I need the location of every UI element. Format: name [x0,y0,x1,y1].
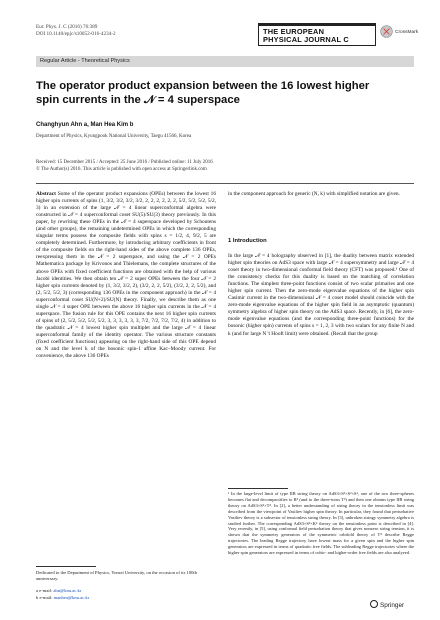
abstract-text: Some of the operator product expansions (OPEs) between the lowest 16 higher spin currents of spins (1, 3/2, 3/2, 3/2, 3/2, 2, 2, 2, 2, 2, 2, 5/2, 5/2, 5/2, 5/2, 3) in an extension of the large 𝒩 = 4 linear superconformal algebra were constructed in 𝒩 = 4 superconformal coset SU(5)/SU(3) theory previously. In this paper, by rewriting these OPEs in the 𝒩 = 4 superspace developed by Schoutens (and other groups), the remaining undetermined OPEs in which the corresponding singular terms possess the composite fields with spins s = 1/2, 4, 9/2, 5 are completely determined. Furthermore, by introducing arbitrary coefficients in front of the composite fields on the right-hand sides of the above complete 136 OPEs, reexpressing them in the 𝒩 = 2 superspace, and using the 𝒩 = 2 OPEs Mathematica package by Krivonos and Thielemans, the complete structures of the above OPEs with fixed coefficient functions are obtained with the help of various Jacobi identities. We then obtain ten 𝒩 = 2 super OPEs between the four 𝒩 = 2 higher spin currents denoted by (1, 3/2, 3/2, 2), (3/2, 2, 2, 5/2), (3/2, 2, 2, 5/2), and (2, 5/2, 5/2, 3) (corresponding 136 OPEs in the component approach) in the 𝒩 = 4 superconformal coset SU(N+2)/SU(N) theory. Finally, we describe them as one single 𝒩 = 4 super OPE between the above 16 higher spin currents in the 𝒩 = 4 superspace. The fusion rule for this OPE contains the next 16 higher spin currents of spins of (2, 5/2, 5/2, 5/2, 5/2, 3, 3, 3, 3, 3, 3, 7/2, 7/2, 7/2, 7/2, 4) in addition to the quadratic 𝒩 = 4 lowest higher spin multiplet and the large 𝒩 = 4 linear superconformal family of the identity operator. The various structure constants (fixed coefficient functions) appearing on the right-hand side of this OPE depend on N and the level k of the bosonic spin-1 affine Kac–Moody current. For convenience, the above 136 OPEs [36,191,216,360]
citation-block [36,24,116,38]
journal-name-line1: THE EUROPEAN [263,27,325,36]
abstract-label: Abstract [36,191,56,197]
abstract-continued [228,191,414,198]
crossmark-badge[interactable] [380,25,418,43]
footnote: ¹ In the large-level limit of type IIB string theory on AdS3×S³×S³×S¹, one of the two three-spheres becomes flat and decompactifies to R³ (and to the three-torus T³) and then one obtains type IIB string theory on AdS3×S³×T⁴. In [2], a better understanding of string theory in the tensionless limit was described from the viewpoint of Vasiliev higher spin theory. In particular, they found that perturbative Vasiliev theory is a subsector of tensionless string theory. In [3], unbroken stringy symmetry algebra is studied further. The corresponding AdS3×S³×K³ theory on the tensionless point is described in [4]. Very recently, in [5], using conformal field perturbation theory that gives nonzero string tension, it is shown that the symmetry generators of the symmetric orbifold theory of T⁴ describe Regge trajectories. The leading Regge trajectory have lowest mass for a given spin and the higher spin generators are expressed in terms of quadratic free fields. The subleading Regge trajectories where the higher spin generators are expressed in terms of cubic- and higher-order free fields are also analyzed. [228,491,414,556]
abstract-continued-text: in the component approach for generic (N, k) with simplified notation are given. [228,191,400,197]
crossmark-label: CrossMark [395,30,419,35]
section-heading: 1 Introduction [228,238,267,244]
paper-title: The operator product expansion between the 16 lowest higher spin currents in the 𝒩 = 4 superspace [36,80,370,106]
dedication: Dedicated to the Department of Physics, Yonsei University, on the occasion of its 100th anniversary. [36,570,197,581]
publisher-name: Springer [380,602,405,609]
history-dates: Received: 15 December 2015 / Accepted: 25 June 2016 / Published online: 11 July 2016 [36,160,213,165]
copyright: © The Author(s) 2016. This article is published with open access at Springerlink.com [36,167,207,172]
crossmark-icon [380,25,393,38]
footnote-rule [228,488,288,489]
article-type: Regular Article - Theoretical Physics [40,57,130,64]
authors: Changhyun Ahn a, Man Hea Kim b [36,122,134,128]
divider [36,183,414,184]
journal-logo [258,23,376,46]
email-a-link[interactable]: ahn@knu.ac.kr [53,588,82,593]
email-a-label: a e-mail: [36,588,53,593]
email-b-line [36,595,89,600]
introduction-text: In the large 𝒩 = 4 holography observed in [1], the duality between matrix extended higher spin theories on AdS3 space with large 𝒩 = 4 supersymmetry and large 𝒩 = 4 coset theory in two-dimensional conformal field theory (CFT) was proposed.¹ One of the consistency checks for this duality is based on the matching of correlation functions. The simplest three-point functions consist of two scalar primaries and one higher spin current. Then the zero-mode eigenvalue equations of the higher spin Casimir current in the two-dimensional 𝒩 = 4 coset model should coincide with the zero-mode eigenvalue equations of the higher spin field in an asymptotic (quantum) symmetry algebra of higher spin theory on the AdS3 space. Recently, in [6], the zero-mode eigenvalue equations (and the corresponding three-point functions) for the bosonic (higher spin) currents of spins s = 1, 2, 3 with two scalars for any finite N and k (and for large N 't Hooft limit) were obtained. (Recall that the group [228,253,414,337]
journal-name-line2: PHYSICAL JOURNAL C [263,35,349,45]
affiliation: Department of Physics, Kyungpook National University, Taegu 41566, Korea [36,134,192,139]
doi: DOI 10.1140/epjc/s10052-016-4234-2 [36,31,116,37]
publication-dates [36,159,213,173]
springer-horse-icon [370,600,378,608]
abstract [36,191,216,360]
footnote-rule-left [36,566,96,567]
article-type-bar [36,56,414,67]
publisher-logo [370,600,404,609]
journal-citation: Eur. Phys. J. C (2016) 76:389 [36,24,98,30]
email-b-link[interactable]: manhea@knu.ac.kr [53,595,90,600]
email-b-label: b e-mail: [36,595,53,600]
email-a-line [36,588,81,593]
